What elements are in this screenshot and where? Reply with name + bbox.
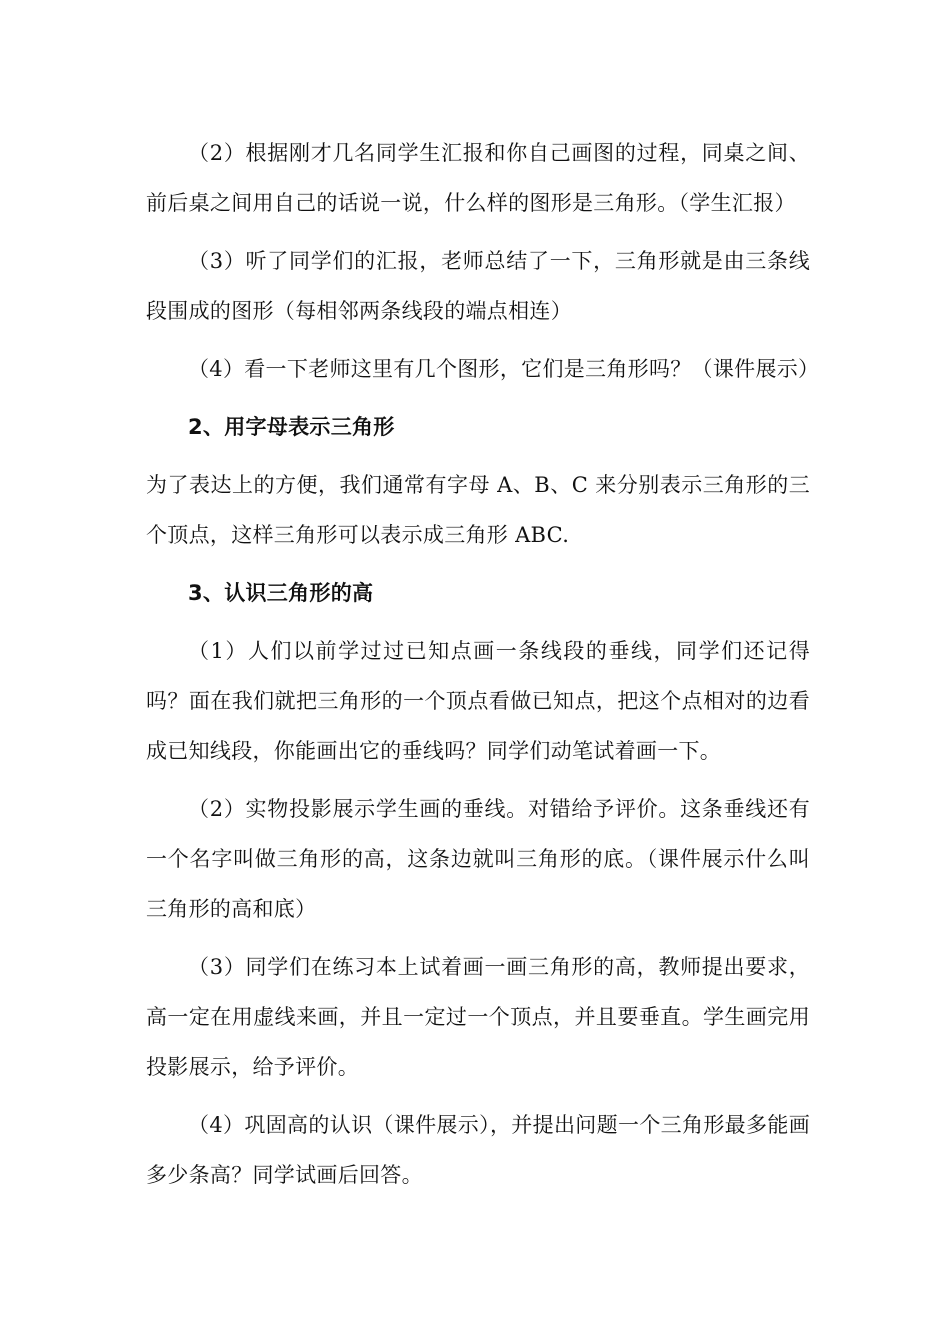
paragraph-step-4-question: （4）看一下老师这里有几个图形，它们是三角形吗？（课件展示） [188,357,820,381]
document-body [146,128,820,1208]
paragraph-height-step-1: （1）人们以前学过过已知点画一条线段的垂线，同学们还记得吗？面在我们就把三角形的一个顶点看做已知点，把这个点相对的边看成已知线段，你能画出它的垂线吗？同学们动笔试着画一下。 [146,639,810,763]
paragraph-height-step-4: （4）巩固高的认识（课件展示），并提出问题一个三角形最多能画多少条高？同学试画后回答。 [146,1113,810,1187]
paragraph-step-2-summary: （2）根据刚才几名同学生汇报和你自己画图的过程，同桌之间、前后桌之间用自己的话说一说，什么样的图形是三角形。（学生汇报） [146,141,810,215]
section-heading-letters: 2、用字母表示三角形 [188,415,395,439]
paragraph-step-3-definition: （3）听了同学们的汇报，老师总结了一下，三角形就是由三条线段围成的图形（每相邻两条线段的端点相连） [146,249,810,323]
paragraph-height-step-3: （3）同学们在练习本上试着画一画三角形的高，教师提出要求，高一定在用虚线来画，并且一定过一个顶点，并且要垂直。学生画完用投影展示，给予评价。 [146,955,810,1079]
paragraph-letters-explanation: 为了表达上的方便，我们通常有字母 A、B、C 来分别表示三角形的三个顶点，这样三角形可以表示成三角形 ABC. [146,473,810,547]
section-heading-height: 3、认识三角形的高 [188,581,374,605]
paragraph-height-step-2: （2）实物投影展示学生画的垂线。对错给予评价。这条垂线还有一个名字叫做三角形的高，这条边就叫三角形的底。（课件展示什么叫三角形的高和底） [146,797,810,921]
